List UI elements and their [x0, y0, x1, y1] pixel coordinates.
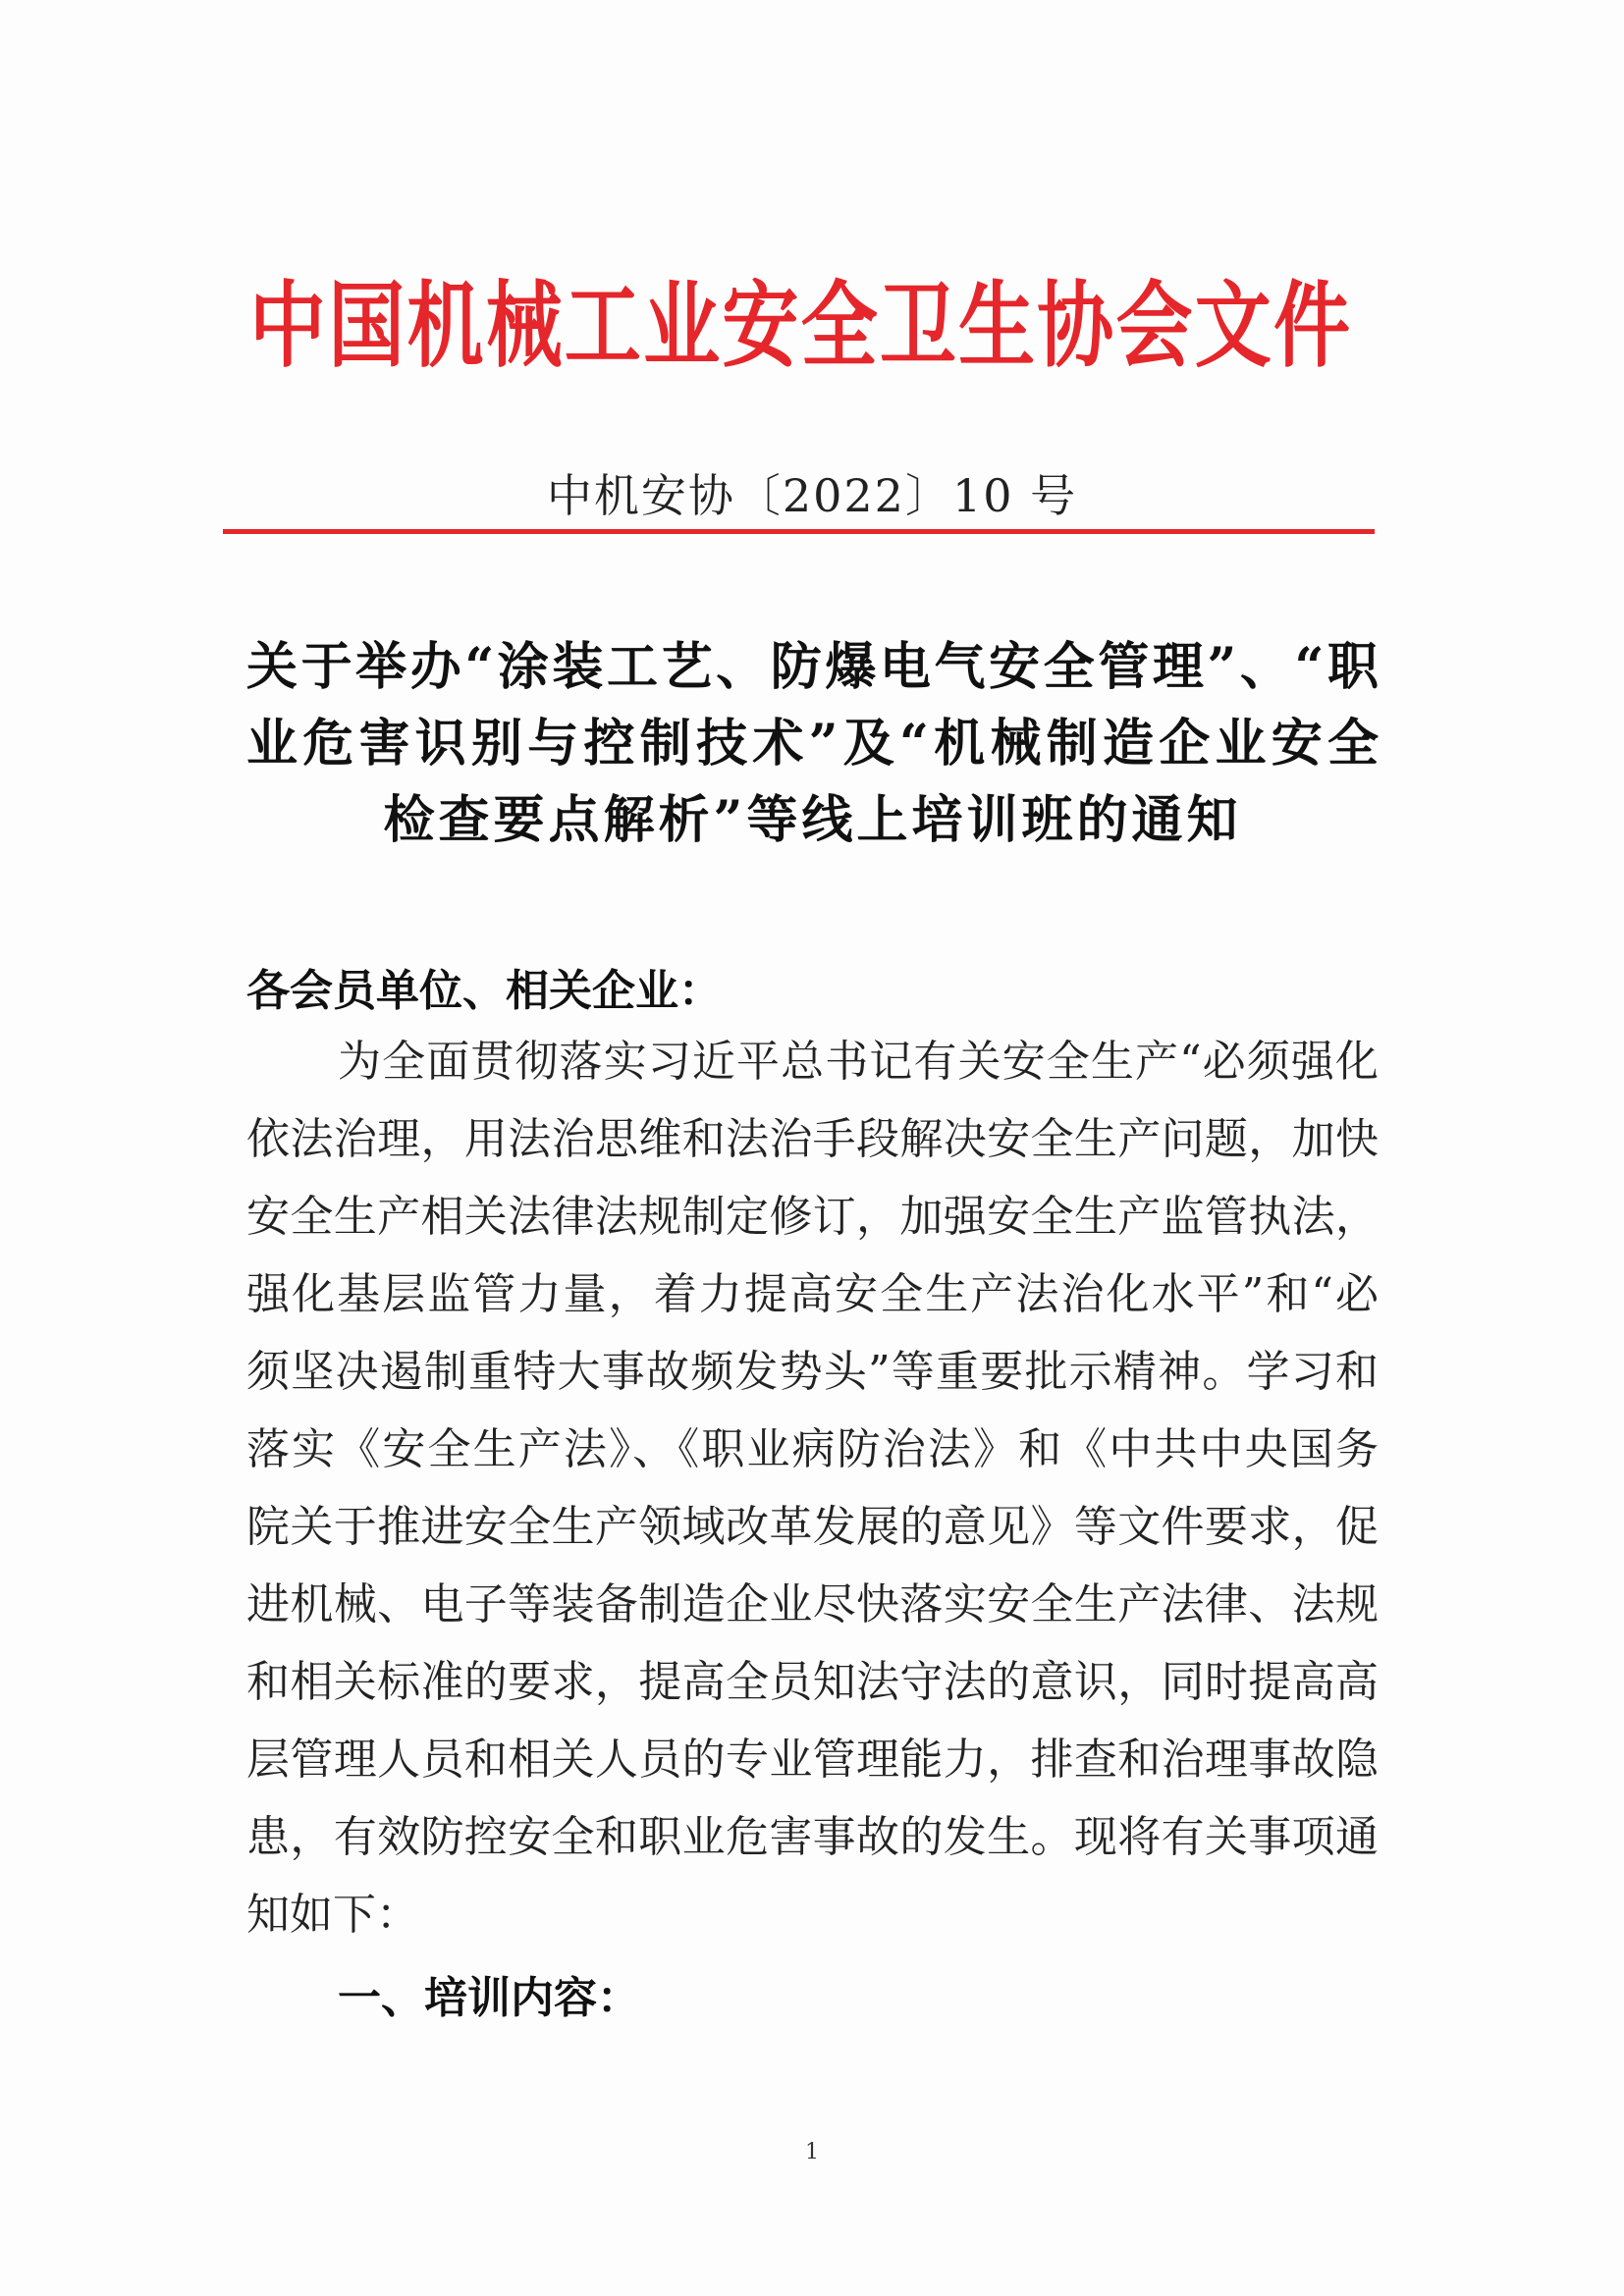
body-line: 知如下： — [246, 1890, 419, 1940]
issuing-org-header: 中国机械工业安全卫生协会文件 — [249, 271, 1350, 381]
body-line: 和相关标准的要求，提高全员知法守法的意识，同时提高高 — [246, 1657, 1379, 1707]
notice-title — [246, 629, 1379, 859]
body-line: 强化基层监管力量，着力提高安全生产法治化水平”和“必 — [246, 1269, 1379, 1319]
body-paragraph — [246, 1023, 1379, 1953]
notice-title-line: 检查要点解析”等线上培训班的通知 — [383, 790, 1242, 850]
notice-title-line: 业危害识别与控制技术”及“机械制造企业安全 — [246, 714, 1379, 774]
body-line: 为全面贯彻落实习近平总书记有关安全生产“必须强化 — [338, 1037, 1379, 1087]
document-number: 中机安协〔2022〕10 号 — [546, 469, 1078, 522]
body-line: 层管理人员和相关人员的专业管理能力，排查和治理事故隐 — [246, 1735, 1379, 1785]
body-line: 进机械、电子等装备制造企业尽快落实安全生产法律、法规 — [246, 1579, 1379, 1629]
body-line: 依法治理，用法治思维和法治手段解决安全生产问题，加快 — [246, 1114, 1379, 1164]
body-line: 安全生产相关法律法规制定修订，加强安全生产监管执法， — [246, 1192, 1379, 1242]
salutation: 各会员单位、相关企业： — [246, 966, 722, 1016]
body-line: 院关于推进安全生产领域改革发展的意见》等文件要求，促 — [246, 1502, 1379, 1552]
notice-title-line: 关于举办“涂装工艺、防爆电气安全管理”、“职 — [246, 637, 1379, 697]
page-number: 1 — [805, 2140, 819, 2164]
header-divider — [223, 529, 1375, 534]
body-line: 患，有效防控安全和职业危害事故的发生。现将有关事项通 — [246, 1812, 1379, 1862]
section-heading: 一、培训内容： — [338, 1973, 640, 2023]
body-line: 须坚决遏制重特大事故频发势头”等重要批示精神。学习和 — [246, 1347, 1379, 1397]
body-line: 落实《安全生产法》、《职业病防治法》和《中共中央国务 — [246, 1424, 1379, 1474]
